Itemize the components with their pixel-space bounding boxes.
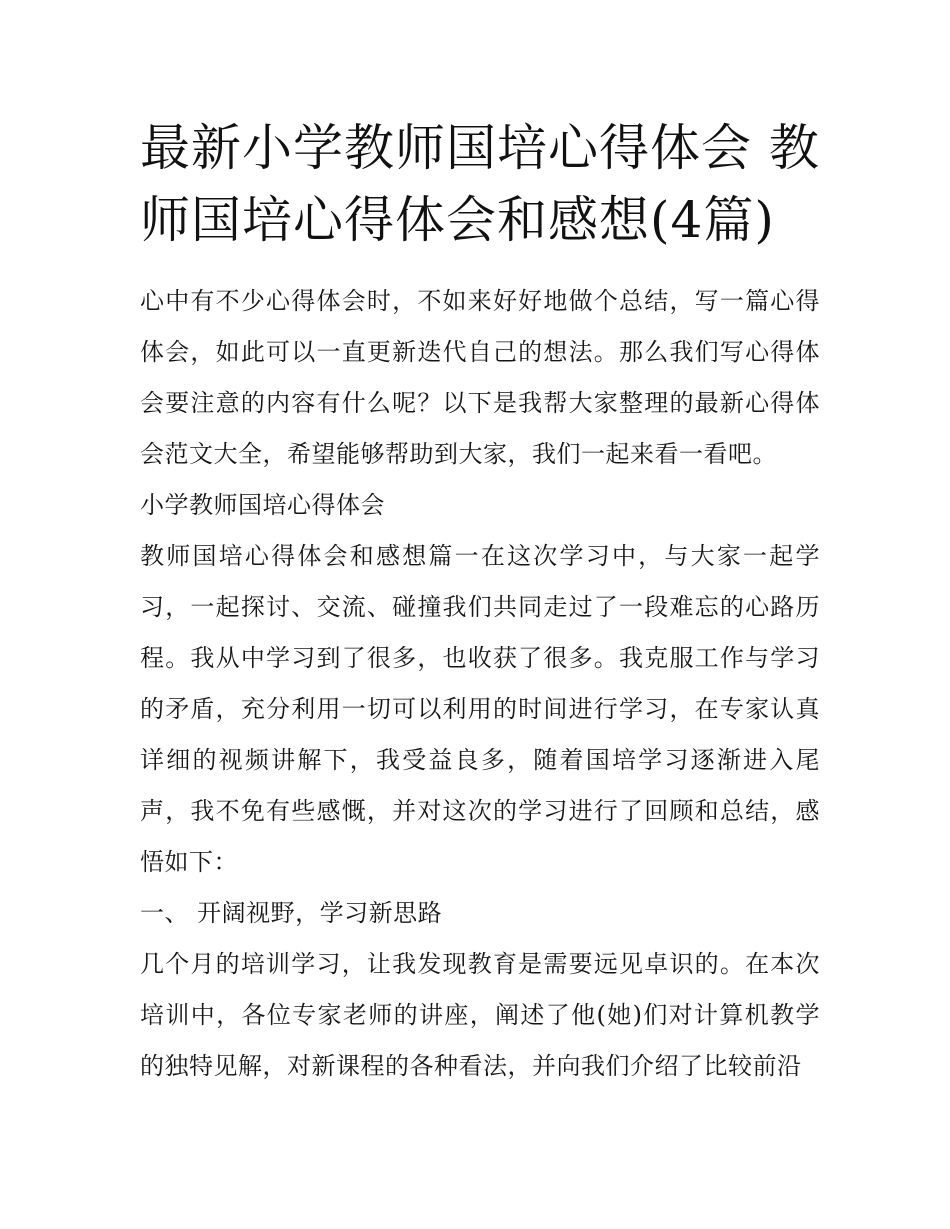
body-paragraph: 教师国培心得体会和感想篇一在这次学习中，与大家一起学习，一起探讨、交流、碰撞我们共同走过了一段难忘的心路历程。我从中学习到了很多，也收获了很多。我克服工作与学习的矛盾，充分利用一切可以利用的时间进行学习，在专家认真详细的视频讲解下，我受益良多，随着国培学习逐渐进入尾声，我不免有些感慨，并对这次的学习进行了回顾和总结，感悟如下： [140, 542, 820, 876]
document-title: 最新小学教师国培心得体会 教师国培心得体会和感想(4篇) [140, 119, 820, 249]
subsection-heading: 一、 开阔视野，学习新思路 [140, 899, 443, 927]
section-heading: 小学教师国培心得体会 [140, 491, 385, 519]
document-body [140, 276, 820, 1092]
intro-paragraph: 心中有不少心得体会时，不如来好好地做个总结，写一篇心得体会，如此可以一直更新迭代自己的想法。那么我们写心得体会要注意的内容有什么呢？以下是我帮大家整理的最新心得体会范文大全，希望能够帮助到大家，我们一起来看一看吧。 [140, 287, 820, 468]
body-paragraph: 几个月的培训学习，让我发现教育是需要远见卓识的。在本次培训中，各位专家老师的讲座，阐述了他(她)们对计算机教学的独特见解，对新课程的各种看法，并向我们介绍了比较前沿 [140, 950, 820, 1080]
